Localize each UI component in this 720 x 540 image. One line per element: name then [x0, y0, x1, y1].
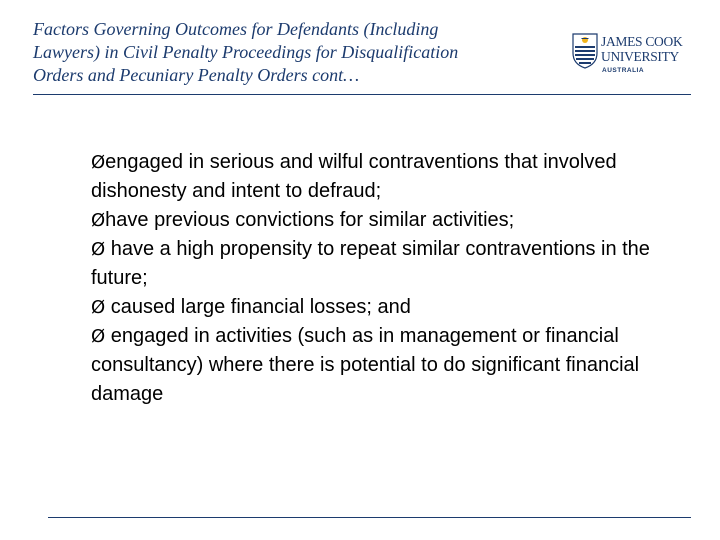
university-logo: [570, 30, 695, 80]
bullet-item: [91, 235, 671, 293]
footer-divider: [48, 517, 691, 518]
logo-line-2: UNIVERSITY: [601, 49, 679, 64]
arrow-bullet-icon: Ø: [91, 152, 106, 173]
logo-line-3: AUSTRALIA: [602, 67, 645, 74]
bullet-item: [91, 293, 671, 322]
header-divider: [33, 94, 691, 95]
bullet-text: caused large financial losses; and: [105, 296, 411, 318]
bullet-text: have previous convictions for similar activities;: [105, 209, 515, 231]
arrow-bullet-icon: Ø: [91, 210, 106, 231]
title-line: Factors Governing Outcomes for Defendants (Including: [33, 19, 439, 39]
bullet-item: [91, 206, 671, 235]
arrow-bullet-icon: Ø: [91, 326, 106, 347]
arrow-bullet-icon: Ø: [91, 297, 106, 318]
arrow-bullet-icon: Ø: [91, 239, 106, 260]
title-line: Lawyers) in Civil Penalty Proceedings for Disqualification: [33, 42, 459, 62]
bullet-text: engaged in serious and wilful contraventions that involved dishonesty and intent to defraud;: [91, 151, 617, 202]
bullet-text: engaged in activities (such as in management or financial consultancy) where there is potential to do significant financial damage: [91, 325, 640, 405]
bullet-text: have a high propensity to repeat similar contraventions in the future;: [91, 238, 650, 289]
bullet-item: [91, 322, 671, 409]
jcu-shield-icon: [572, 33, 598, 69]
bullet-list: [91, 148, 671, 409]
title-line: Orders and Pecuniary Penalty Orders cont…: [33, 65, 360, 85]
slide-title: [33, 18, 533, 87]
bullet-item: [91, 148, 671, 206]
logo-line-1: JAMES COOK: [601, 34, 683, 49]
